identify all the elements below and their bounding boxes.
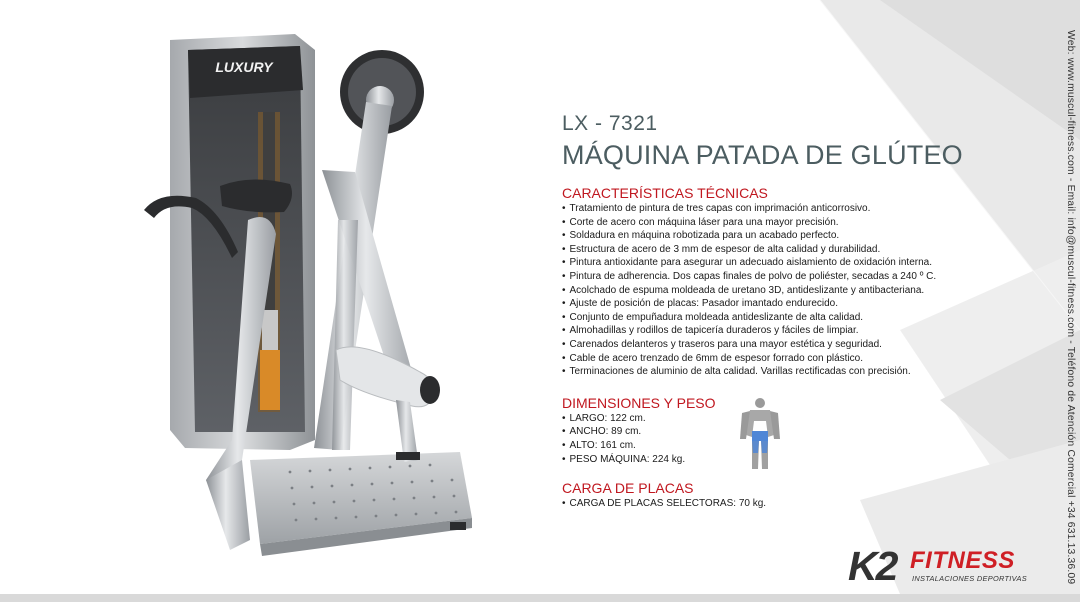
features-heading: CARACTERÍSTICAS TÉCNICAS <box>562 185 768 201</box>
product-title: MÁQUINA PATADA DE GLÚTEO <box>562 140 963 170</box>
logo-mark: K2 <box>848 543 897 589</box>
bottom-band <box>0 594 1080 602</box>
dimension-item: • PESO MÁQUINA: 224 kg. <box>562 453 1002 467</box>
machine-illustration <box>100 20 520 580</box>
feature-item: • Conjunto de empuñadura moldeada antideslizante de alta calidad. <box>562 311 1002 325</box>
dimensions-heading: DIMENSIONES Y PESO <box>562 394 716 411</box>
dimension-item: • ALTO: 161 cm. <box>562 439 1002 453</box>
feature-item: • Ajuste de posición de placas: Pasador imantado endurecido. <box>562 297 1002 311</box>
dimension-item: • ANCHO: 89 cm. <box>562 425 1002 439</box>
feature-item: • Soldadura en máquina robotizada para un acabado perfecto. <box>562 229 1002 243</box>
feature-item: • Terminaciones de aluminio de alta calidad. Varillas rectificadas con precisión. <box>562 365 1002 379</box>
contact-strip <box>1060 30 1080 590</box>
feature-item: • Pintura antioxidante para asegurar un adecuado aislamiento de oxidación interna. <box>562 256 1002 270</box>
logo-tagline: INSTALACIONES DEPORTIVAS <box>912 574 1027 583</box>
product-info <box>562 112 1002 511</box>
feature-item: • Carenados delanteros y traseros para una mayor estética y seguridad. <box>562 338 1002 352</box>
feature-item: • Estructura de acero de 3 mm de espesor de alta calidad y durabilidad. <box>562 243 1002 257</box>
plates-heading: CARGA DE PLACAS <box>562 480 694 497</box>
feature-item: • Pintura de adherencia. Dos capas finales de polvo de poliéster, secadas a 240 º C. <box>562 270 1002 284</box>
dimension-item: • LARGO: 122 cm. <box>562 412 1002 426</box>
feature-item: • Tratamiento de pintura de tres capas con imprimación anticorrosivo. <box>562 202 1002 216</box>
logo-word: FITNESS <box>910 547 1015 574</box>
features-list <box>562 202 1002 379</box>
feature-item: • Corte de acero con máquina láser para una mayor precisión. <box>562 216 1002 230</box>
feature-item: • Almohadillas y rodillos de tapicería duraderos y fáciles de limpiar. <box>562 324 1002 338</box>
plates-item: • CARGA DE PLACAS SELECTORAS: 70 kg. <box>562 497 1002 511</box>
k2-fitness-logo <box>848 543 1048 592</box>
muscle-figure-icon <box>734 395 786 475</box>
feature-item: • Acolchado de espuma moldeada de uretano 3D, antideslizante y antibacteriana. <box>562 284 1002 298</box>
plates-list <box>562 497 1002 511</box>
model-code: LX - 7321 <box>562 112 658 135</box>
brand-plate: LUXURY <box>215 59 273 75</box>
dimensions-block <box>562 395 1002 466</box>
contact-text: Web: www.muscul-fitness.com - Email: info@muscul-fitness.com - Teléfono de Atención Comercial +34 631.13.36.09 <box>1065 30 1076 585</box>
feature-item: • Cable de acero trenzado de 6mm de espesor forrado con plástico. <box>562 352 1002 366</box>
